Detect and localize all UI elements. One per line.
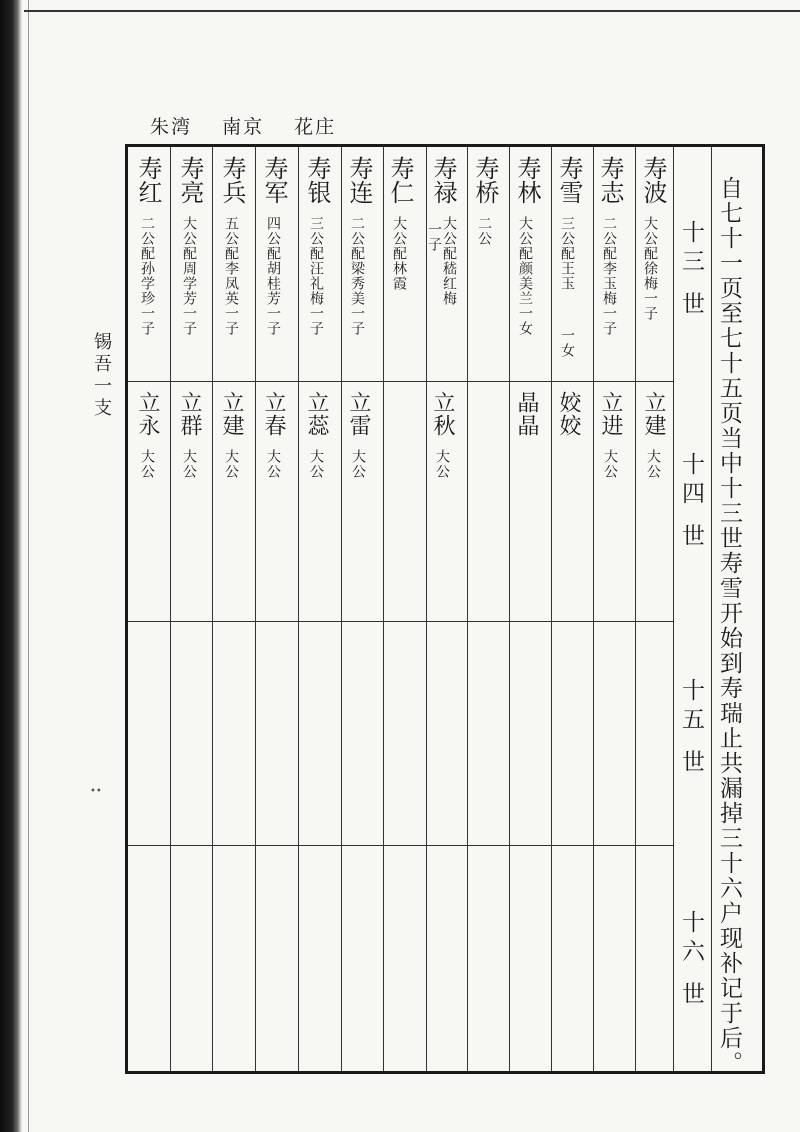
- child-rank: 大公: [350, 449, 366, 479]
- child-name: 姣姣: [556, 391, 581, 437]
- top-rule: [24, 10, 800, 12]
- child-name: 立蕊: [304, 391, 329, 437]
- gen-divider-14-15: [128, 621, 673, 622]
- gen-divider-13-14: [128, 381, 673, 382]
- header-place-2: 南京: [222, 116, 265, 138]
- child-name: 立建: [219, 391, 244, 437]
- spouse-note-extra: 一女: [559, 328, 575, 358]
- spouse-note: 大公配颜美兰一女: [517, 216, 533, 336]
- person-name: 寿桥: [471, 156, 499, 204]
- generation-13-label: 十三 世: [678, 220, 704, 321]
- spouse-note: 大公配徐梅一子: [642, 216, 658, 321]
- page-binding-shadow: [0, 0, 22, 1132]
- col-divider: [673, 147, 674, 1071]
- col-divider: [635, 147, 636, 1071]
- person-name: 寿波: [639, 156, 667, 204]
- person-name: 寿禄: [429, 156, 457, 204]
- stray-mark: ••: [90, 786, 102, 797]
- child-name: 立永: [135, 391, 160, 437]
- spouse-note: 二公配梁秀美一子: [349, 216, 365, 336]
- header-place-1: 朱湾: [150, 116, 193, 138]
- child-rank: 大公: [434, 449, 450, 479]
- child-name: 立建: [641, 391, 666, 437]
- col-divider: [509, 147, 510, 1071]
- col-divider: [170, 147, 171, 1071]
- col-divider: [551, 147, 552, 1071]
- child-rank: 大公: [308, 449, 324, 479]
- person-name: 寿雪: [555, 156, 583, 204]
- child-rank: 大公: [602, 449, 618, 479]
- child-name: 立秋: [430, 391, 455, 437]
- spouse-note: 五公配李凤英一子: [223, 216, 239, 336]
- child-rank: 大公: [139, 449, 155, 479]
- col-divider: [467, 147, 468, 1071]
- person-name: 寿仁: [386, 156, 414, 204]
- child-rank: 大公: [223, 449, 239, 479]
- spouse-note: 大公配周学芳一子: [181, 216, 197, 336]
- col-divider: [711, 147, 712, 1071]
- child-name: 立进: [598, 391, 623, 437]
- child-name: 立群: [177, 391, 202, 437]
- col-divider: [426, 147, 427, 1071]
- col-divider: [255, 147, 256, 1071]
- branch-side-note: 锡吾一支: [91, 332, 112, 420]
- person-name: 寿亮: [176, 156, 204, 204]
- col-divider: [341, 147, 342, 1071]
- person-name: 寿红: [134, 156, 162, 204]
- person-name: 寿连: [345, 156, 373, 204]
- spouse-note: 二公: [476, 216, 492, 246]
- child-name: 立春: [261, 391, 286, 437]
- person-name: 寿林: [513, 156, 541, 204]
- header-place-3: 花庄: [294, 116, 337, 138]
- spouse-note: 大公配林霞: [391, 216, 407, 291]
- page-edge-line: [28, 0, 29, 1132]
- generation-16-label: 十六 世: [678, 910, 704, 1011]
- spouse-note: 三公配王玉: [559, 216, 575, 291]
- person-name: 寿兵: [218, 156, 246, 204]
- spouse-note-extra: 一子: [426, 222, 442, 252]
- spouse-note: 大公配嵇红梅: [441, 216, 457, 306]
- person-name: 寿军: [260, 156, 288, 204]
- spouse-note: 二公配李玉梅一子: [601, 216, 617, 336]
- page-header: [150, 112, 358, 139]
- person-name: 寿志: [596, 156, 624, 204]
- child-rank: 大公: [181, 449, 197, 479]
- child-name: 晶晶: [514, 391, 539, 437]
- person-name: 寿银: [303, 156, 331, 204]
- col-divider: [593, 147, 594, 1071]
- gen-divider-15-16: [128, 845, 673, 846]
- col-divider: [212, 147, 213, 1071]
- child-name: 立雷: [346, 391, 371, 437]
- supplement-note: 自七十一页至七十五页当中十三世寿雪开始到寿瑞止共漏掉三十六户现补记于后。: [716, 176, 742, 1076]
- generation-15-label: 十五 世: [678, 678, 704, 779]
- spouse-note: 三公配汪礼梅一子: [308, 216, 324, 336]
- col-divider: [383, 147, 384, 1071]
- col-divider: [298, 147, 299, 1071]
- child-rank: 大公: [645, 449, 661, 479]
- spouse-note: 二公配孙学珍一子: [139, 216, 155, 336]
- spouse-note: 四公配胡桂芳一子: [265, 216, 281, 336]
- child-rank: 大公: [265, 449, 281, 479]
- generation-14-label: 十四 世: [678, 452, 704, 553]
